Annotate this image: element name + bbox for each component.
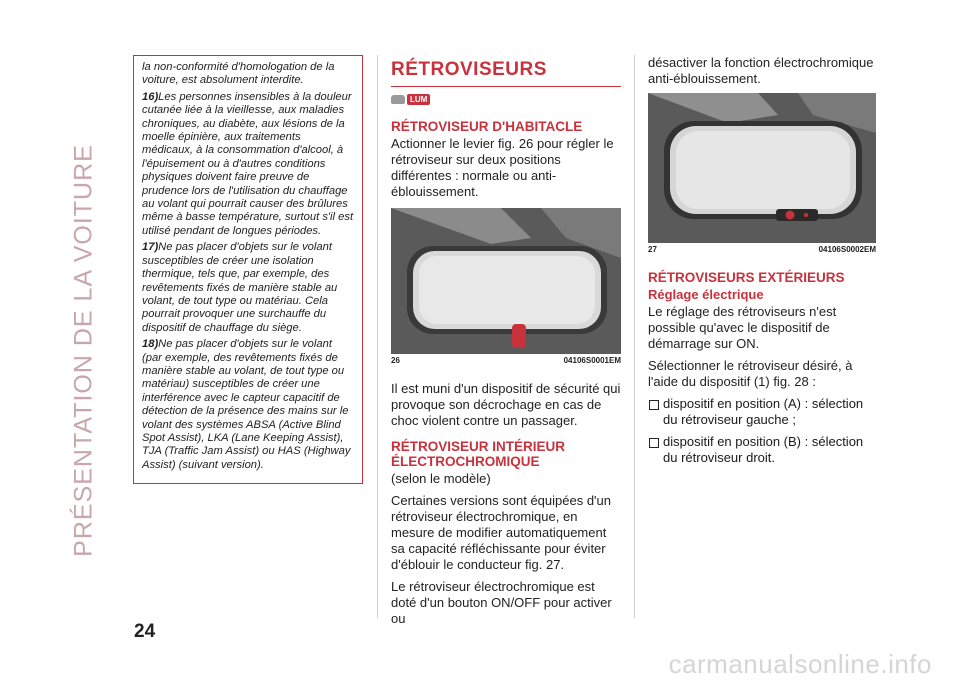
paragraph: Actionner le levier fig. 26 pour régler le rétroviseur sur deux positions différentes : normale ou anti-éblouissement. (391, 136, 614, 199)
heading-electrochromic: RÉTROVISEUR INTÉRIEUR ÉLECTROCHROMIQUE (391, 439, 566, 469)
checkbox-bullet-icon (649, 438, 659, 448)
paragraph: Le rétroviseur électrochromique est doté d'un bouton ON/OFF pour activer ou (391, 579, 612, 626)
column-exterior (648, 55, 876, 472)
list-item-text: dispositif en position (B) : sélection du rétroviseur droit. (663, 434, 864, 465)
list-item-text: dispositif en position (A) : sélection du rétroviseur gauche ; (663, 396, 864, 427)
figure-number: 26 (391, 356, 400, 365)
paragraph: (selon le modèle) (391, 471, 491, 486)
mirror-lever-illustration (391, 208, 621, 354)
warning-item-17 (142, 241, 354, 335)
section-side-title: PRÉSENTATION DE LA VOITURE (69, 144, 98, 557)
paragraph: Sélectionner le rétroviseur désiré, à l'aide du dispositif (1) fig. 28 : (648, 358, 853, 389)
checkbox-bullet-icon (649, 400, 659, 410)
warning-text: Ne pas placer d'objets sur le volant (par exemple, des revêtements fixés de manière stable au volant, de tout type ou matériau) susceptibles de créer une interférence avec le capteur capacitif de détection de la présence des mains sur le volant des systèmes ABSA (Active Blind Spot Assist), LKA (Lane Keeping Assist), TJA (Traffic Jam Assist) ou HAS (Highway Assist) (suivant version). (142, 338, 351, 471)
heading-exterior-mirrors: RÉTROVISEURS EXTÉRIEURS (648, 270, 845, 285)
figure-26-caption (391, 356, 621, 365)
paragraph: Il est muni d'un dispositif de sécurité qui provoque son décrochage en cas de choc violent contre un passager. (391, 381, 621, 428)
electrochromic-mirror-illustration (648, 93, 876, 243)
lum-badge (391, 94, 430, 105)
lum-label: LUM (407, 94, 430, 105)
warning-number: 18) (142, 338, 159, 351)
figure-number: 27 (648, 245, 657, 254)
warning-item-16 (142, 91, 354, 238)
list-item (648, 434, 876, 466)
heading-interior-mirror: RÉTROVISEUR D'HABITACLE (391, 119, 583, 134)
watermark-bar (0, 647, 960, 683)
figure-code: 04106S0002EM (818, 245, 876, 254)
page-number: 24 (134, 621, 156, 642)
heading-electric-adjustment: Réglage électrique (648, 287, 764, 302)
warning-number: 16) (142, 90, 159, 103)
warning-box (133, 55, 363, 484)
list-item (648, 396, 876, 428)
paragraph: désactiver la fonction électrochromique anti-éblouissement. (648, 55, 874, 86)
figure-code: 04106S0001EM (563, 356, 621, 365)
figure-27-caption (648, 245, 876, 254)
watermark-text: carmanualsonline.info (668, 649, 932, 679)
warning-intro: la non-conformité d'homologation de la voiture, est absolument interdite. (142, 61, 335, 87)
figure-26-photo (391, 208, 621, 354)
warning-text: Ne pas placer d'objets sur le volant susceptibles de créer une isolation thermique, tels que, par exemple, des revêtements fixés de manière stable au volant, de tout type ou matériau. Cela pourrait provoquer une surchauffe du dispositif de chauffage du siège. (142, 241, 338, 334)
column-divider (377, 55, 378, 618)
car-icon (391, 95, 405, 104)
figure-27-photo (648, 93, 876, 243)
warning-text: Les personnes insensibles à la douleur cutanée liée à la vieillesse, aux maladies chroniques, au diabète, aux lésions de la moelle épinière, aux traitements médicaux, à la consommation d'alcool, à l'épuisement ou à d'autres conditions physiques doivent faire preuve de prudence lors de l'utilisation du chauffage au volant qui pourrait causer des brûlures même à basse température, surtout s'il est utilisé pendant de longues périodes. (142, 90, 354, 237)
warning-number: 17) (142, 241, 159, 254)
section-title: RÉTROVISEURS (391, 59, 547, 80)
column-mirrors (391, 55, 621, 633)
warning-item-18 (142, 338, 354, 472)
column-divider (634, 55, 635, 618)
paragraph: Certaines versions sont équipées d'un rétroviseur électrochromique, en mesure de modifier automatiquement sa capacité réfléchissante pour éviter d'éblouir le conducteur fig. 27. (391, 493, 612, 572)
paragraph: Le réglage des rétroviseurs n'est possible qu'avec le dispositif de démarrage sur ON. (648, 304, 837, 351)
title-rule (391, 86, 621, 87)
